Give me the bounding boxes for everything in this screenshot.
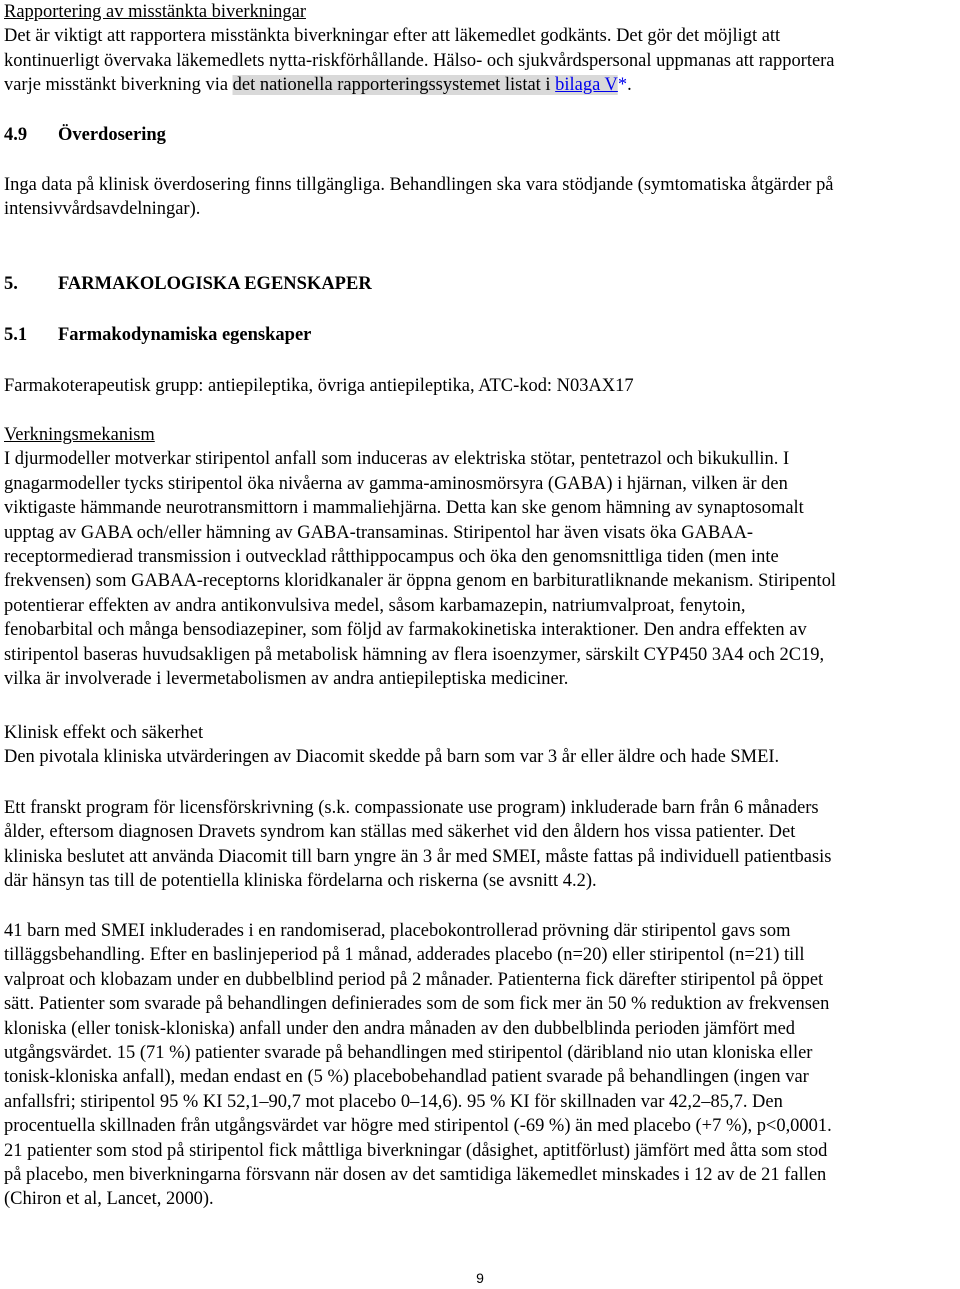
mechanism-section bbox=[4, 423, 956, 691]
trial-line: 21 patienter som stod på stiripentol fick måttliga biverkningar (dåsighet, aptitförlust) jämfört med åtta som stod bbox=[4, 1140, 828, 1161]
section-5-number: 5. bbox=[4, 274, 18, 294]
reporting-line-3-text: varje misstänkt biverkning via bbox=[4, 75, 233, 96]
licensing-line: där hänsyn tas till de potentiella kliniska fördelarna och riskerna (se avsnitt 4.2). bbox=[4, 871, 597, 892]
trial-line: tilläggsbehandling. Efter en baslinjeperiod på 1 månad, adderades placebo (n=20) eller stiripentol (n=21) till bbox=[4, 945, 805, 966]
section-5-1-heading bbox=[4, 323, 956, 347]
mechanism-heading: Verkningsmekanism bbox=[4, 425, 155, 445]
clinical-section bbox=[4, 721, 956, 770]
atc-line: Farmakoterapeutisk grupp: antiepileptika, övriga antiepileptika, ATC-kod: N03AX17 bbox=[4, 376, 634, 396]
mechanism-line: vilka är involverade i levermetabolismen av andra antiepileptiska mediciner. bbox=[4, 668, 569, 689]
section-5-1-number: 5.1 bbox=[4, 325, 28, 345]
section-5-title: FARMAKOLOGISKA EGENSKAPER bbox=[58, 274, 372, 294]
section-4-9-number: 4.9 bbox=[4, 125, 28, 145]
section-5-heading bbox=[4, 272, 956, 296]
mechanism-line: upptag av GABA och/eller hämning av GABA-transaminas. Stiripentol har även visats öka GABAA- bbox=[4, 522, 754, 543]
overdose-line-1: Inga data på klinisk överdosering finns tillgängliga. Behandlingen ska vara stödjande (symtomatiska åtgärder på bbox=[4, 175, 834, 195]
mechanism-line: potentierar effekten av andra antikonvulsiva medel, såsom karbamazepin, natriumvalproat, fenytoin, bbox=[4, 595, 746, 616]
licensing-paragraph bbox=[4, 796, 956, 894]
trial-line: på placebo, men biverkningarna försvann när dosen av det samtidiga läkemedlet minskades i 12 av de 21 fallen bbox=[4, 1164, 827, 1185]
footnote-star: * bbox=[617, 75, 628, 96]
section-5-1-title: Farmakodynamiska egenskaper bbox=[58, 325, 312, 345]
licensing-line: Ett franskt program för licensförskrivning (s.k. compassionate use program) inkluderade barn från 6 månaders bbox=[4, 798, 819, 818]
licensing-line: ålder, eftersom diagnosen Dravets syndrom kan ställas med säkerhet vid den åldern hos vissa patienter. Det bbox=[4, 822, 796, 843]
highlighted-system-text bbox=[233, 75, 618, 95]
reporting-heading: Rapportering av misstänkta biverkningar bbox=[4, 2, 306, 22]
mechanism-line: viktigaste hämmande neurotransmittorn i mammaliehjärna. Detta kan ske genom hämning av synaptosomalt bbox=[4, 498, 804, 519]
trial-line: sätt. Patienter som svarade på behandlingen definierades som de som fick mer än 50 % reduktion av frekvensen bbox=[4, 994, 830, 1015]
overdose-paragraph bbox=[4, 173, 956, 222]
trial-line: tonisk-kloniska anfall), medan endast en (5 %) placebobehandlad patient svarade på behandlingen (ingen var bbox=[4, 1067, 809, 1088]
mechanism-line: frekvensen) som GABAA-receptorns kloridkanaler är öppna genom en barbituratliknande mekanism. Stiripentol bbox=[4, 571, 837, 592]
trial-line: (Chiron et al, Lancet, 2000). bbox=[4, 1189, 214, 1210]
clinical-heading: Klinisk effekt och säkerhet bbox=[4, 723, 204, 743]
trial-line: procentuella skillnaden från utgångsvärdet var högre med stiripentol (-69 %) än med placebo (+7 %), p<0,0001. bbox=[4, 1116, 832, 1137]
clinical-intro-line: Den pivotala kliniska utvärderingen av Diacomit skedde på barn som var 3 år eller äldre och hade SMEI. bbox=[4, 747, 780, 768]
mechanism-line: I djurmodeller motverkar stiripentol anfall som induceras av elektriska stötar, pentetrazol och bikukullin. I bbox=[4, 449, 790, 470]
highlighted-system-label: det nationella rapporteringssystemet listat i bbox=[232, 75, 556, 96]
mechanism-line: fenobarbital och många bensodiazepiner, som följd av farmakokinetiska interaktioner. Den andra effekten av bbox=[4, 620, 807, 641]
page-number: 9 bbox=[476, 1270, 484, 1286]
overdose-line-2: intensivvårdsavdelningar). bbox=[4, 199, 201, 220]
section-4-9-title: Överdosering bbox=[58, 125, 166, 145]
reporting-line-1: Det är viktigt att rapportera misstänkta biverkningar efter att läkemedlet godkänts. Det gör det möjligt att bbox=[4, 26, 781, 47]
reporting-line-2: kontinuerligt övervaka läkemedlets nytta-riskförhållande. Hälso- och sjukvårdspersonal uppmanas att rapportera bbox=[4, 50, 835, 71]
trial-line: utgångsvärdet. 15 (71 %) patienter svarade på behandlingen med stiripentol (däribland nio utan kloniska eller bbox=[4, 1042, 813, 1063]
trial-paragraph bbox=[4, 919, 956, 1212]
trial-line: 41 barn med SMEI inkluderades i en randomiserad, placebokontrollerad prövning där stiripentol gavs som bbox=[4, 921, 791, 941]
licensing-line: kliniska beslutet att använda Diacomit till barn yngre än 3 år med SMEI, måste fattas på individuell patientbasis bbox=[4, 846, 832, 867]
trial-line: anfallsfri; stiripentol 95 % KI 52,1–90,7 mot placebo 0–14,6). 95 % KI för skillnaden var 42,2–85,7. Den bbox=[4, 1091, 783, 1112]
mechanism-line: gnagarmodeller tycks stiripentol öka nivåerna av gamma-aminosmörsyra (GABA) i hjärnan, vilken är den bbox=[4, 473, 788, 494]
mechanism-line: receptormedierad transmission i outvecklad råtthippocampus och öka den genomsnittliga tiden (men inte bbox=[4, 546, 779, 567]
mechanism-line: stiripentol baseras huvudsakligen på metabolisk hämning av flera isoenzymer, särskilt CYP450 3A4 och 2C19, bbox=[4, 644, 825, 665]
pharmacotherapeutic-group bbox=[4, 374, 956, 398]
reporting-section bbox=[4, 0, 956, 98]
reporting-line-3 bbox=[4, 73, 954, 97]
trial-line: kloniska (eller tonisk-kloniska) anfall under den andra månaden av den dubbelblinda perioden jämfört med bbox=[4, 1018, 796, 1039]
section-4-9-heading bbox=[4, 123, 956, 147]
reporting-line-3-end: . bbox=[627, 75, 632, 96]
trial-line: valproat och klobazam under en dubbelblind period på 2 månader. Patienterna fick därefter stiripentol på öppet bbox=[4, 969, 824, 990]
appendix-v-link[interactable]: bilaga V bbox=[555, 75, 618, 96]
